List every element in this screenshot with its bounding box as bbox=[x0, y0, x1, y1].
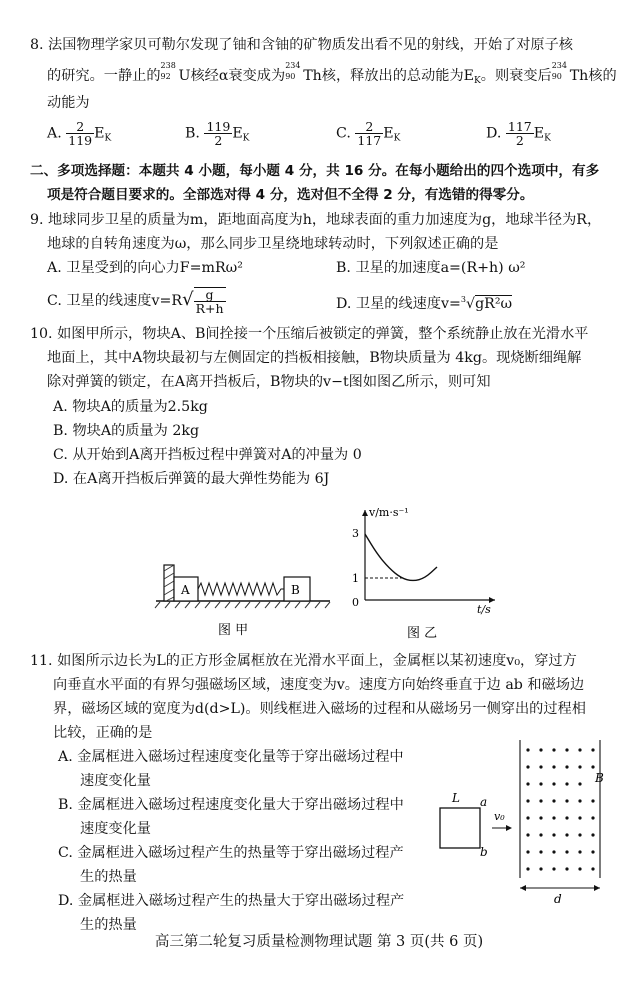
block-a-label: A bbox=[181, 583, 190, 597]
field-dot bbox=[539, 816, 542, 819]
field-dot bbox=[578, 867, 581, 870]
width-d-label: d bbox=[554, 892, 562, 906]
field-dot bbox=[539, 748, 542, 751]
q10-option-d: D. 在A离开挡板后弹簧的最大弹性势能为 6J bbox=[53, 471, 330, 487]
field-dot bbox=[591, 816, 594, 819]
q8-line2-c: Th核，释放出的总动能为E bbox=[303, 68, 475, 84]
field-dot bbox=[565, 799, 568, 802]
section2-heading-line1: 二、多项选择题：本题共 4 小题，每小题 4 分，共 16 分。在每小题给出的四个选项中，有多 bbox=[30, 163, 600, 179]
q8-line1: 8. 法国物理学家贝可勒尔发现了铀和含铀的矿物质发出看不见的射线，开始了对原子核 bbox=[30, 37, 573, 53]
q10-option-a: A. 物块A的质量为2.5kg bbox=[53, 399, 208, 415]
field-dot bbox=[539, 850, 542, 853]
field-dot bbox=[565, 782, 568, 785]
field-dot bbox=[552, 782, 555, 785]
field-dot bbox=[565, 867, 568, 870]
q9-option-b: B. 卫星的加速度a=(R+h) ω² bbox=[336, 260, 526, 276]
field-dot bbox=[578, 765, 581, 768]
q11-option-b-line1: B. 金属框进入磁场过程速度变化量大于穿出磁场过程中 bbox=[58, 797, 404, 813]
q9-line2: 地球的自转角速度为ω，那么同步卫星绕地球转动时，下列叙述正确的是 bbox=[47, 236, 499, 252]
q8-option-c: C. $\frac{2}{117}$ $E_K$ bbox=[336, 119, 401, 148]
metal-frame bbox=[440, 808, 480, 848]
q9-option-a: A. 卫星受到的向心力F=mRω² bbox=[47, 260, 243, 276]
q11-option-b-line2: 速度变化量 bbox=[80, 821, 151, 837]
q8-option-a: A. $\frac{2}{119}$ $E_K$ bbox=[47, 119, 112, 148]
q11-option-a-line2: 速度变化量 bbox=[80, 773, 151, 789]
q8-line2-a: 的研究。一静止的 bbox=[47, 68, 161, 84]
field-dot bbox=[526, 833, 529, 836]
field-dot bbox=[578, 782, 581, 785]
field-dot bbox=[578, 833, 581, 836]
block-b-label: B bbox=[291, 583, 300, 597]
q11-option-d-line1: D. 金属框进入磁场过程产生的热量大于穿出磁场过程产 bbox=[58, 893, 405, 909]
field-dot bbox=[526, 782, 529, 785]
field-dot bbox=[539, 782, 542, 785]
field-dot bbox=[578, 748, 581, 751]
field-b-label: B bbox=[595, 771, 604, 785]
field-dot bbox=[552, 833, 555, 836]
q11-option-a-line1: A. 金属框进入磁场过程速度变化量等于穿出磁场过程中 bbox=[58, 749, 404, 765]
q11-line1: 11. 如图所示边长为L的正方形金属框放在光滑水平面上，金属框以某初速度v₀，穿过方 bbox=[30, 653, 577, 669]
field-dot bbox=[526, 850, 529, 853]
q9-option-d: D. 卫星的线速度v=$^3$√gR²ω bbox=[336, 295, 513, 312]
edge-a-label: a bbox=[480, 795, 488, 809]
field-dot bbox=[578, 850, 581, 853]
q8-option-b: B. $\frac{119}{2}$ $E_K$ bbox=[185, 119, 250, 148]
field-dot bbox=[526, 765, 529, 768]
frame-side-l-label: L bbox=[452, 791, 460, 805]
field-dot bbox=[591, 748, 594, 751]
field-dot bbox=[552, 867, 555, 870]
q10-option-b: B. 物块A的质量为 2kg bbox=[53, 423, 200, 439]
t-axis-label: t/s bbox=[477, 603, 491, 616]
q10-line3: 除对弹簧的锁定，在A离开挡板后，B物块的v−t图如图乙所示，则可知 bbox=[47, 374, 491, 390]
field-dot bbox=[565, 816, 568, 819]
v-tick-0: 0 bbox=[352, 596, 359, 609]
field-dot bbox=[526, 867, 529, 870]
v-tick-1: 1 bbox=[352, 572, 359, 585]
field-dot bbox=[565, 748, 568, 751]
u238-isotope: 238 92 bbox=[160, 61, 176, 81]
field-dot bbox=[565, 765, 568, 768]
field-dot bbox=[578, 799, 581, 802]
field-dot bbox=[565, 833, 568, 836]
q8-line2: 的研究。一静止的 238 92 U核经α衰变成为 234 90 Th核，释放出的总动能为$E_K$。则衰变后 234 90 Th核的 bbox=[47, 61, 617, 86]
field-dot bbox=[565, 850, 568, 853]
magnetic-field-figure bbox=[430, 738, 610, 918]
th234-isotope-2: 234 90 bbox=[551, 61, 567, 81]
field-dot bbox=[591, 799, 594, 802]
field-dot bbox=[552, 799, 555, 802]
q11-line3: 界，磁场区域的宽度为d(d>L)。则线框进入磁场的过程和从磁场另一侧穿出的过程相 bbox=[53, 701, 586, 717]
q9-option-c: C. 卫星的线速度v=R√ $\frac{g}{R+h}$ bbox=[47, 287, 224, 316]
q8-line2-e: Th核的 bbox=[569, 68, 617, 84]
field-dot bbox=[591, 765, 594, 768]
q8-line3: 动能为 bbox=[47, 95, 90, 111]
v-tick-3: 3 bbox=[352, 527, 359, 540]
q10-option-c: C. 从开始到A离开挡板过程中弹簧对A的冲量为 0 bbox=[53, 447, 362, 463]
field-dot bbox=[539, 799, 542, 802]
field-dot bbox=[591, 833, 594, 836]
figure-jia bbox=[150, 555, 340, 645]
figure-yi-vt-graph bbox=[345, 500, 505, 645]
field-dot bbox=[539, 833, 542, 836]
field-dot bbox=[539, 765, 542, 768]
field-dot bbox=[526, 816, 529, 819]
v-axis-label: v/m·s⁻¹ bbox=[369, 506, 409, 519]
magnetic-field-dots bbox=[526, 748, 594, 870]
field-dot bbox=[591, 867, 594, 870]
page-footer: 高三第二轮复习质量检测物理试题 第 3 页(共 6 页) bbox=[154, 934, 484, 950]
field-dot bbox=[578, 816, 581, 819]
field-dot bbox=[526, 748, 529, 751]
q9-line1: 9. 地球同步卫星的质量为m，距地面高度为h，地球表面的重力加速度为g，地球半径为R， bbox=[30, 212, 602, 228]
vt-curve bbox=[365, 534, 437, 580]
q11-option-c-line1: C. 金属框进入磁场过程产生的热量等于穿出磁场过程产 bbox=[58, 845, 404, 861]
field-dot bbox=[539, 867, 542, 870]
v0-label: v₀ bbox=[494, 810, 505, 823]
field-dot bbox=[552, 765, 555, 768]
q11-option-c-line2: 生的热量 bbox=[80, 869, 137, 885]
figure-yi-caption: 图 乙 bbox=[407, 626, 438, 641]
edge-b-label: b bbox=[480, 845, 488, 859]
compressed-spring bbox=[198, 583, 284, 595]
section2-heading-line2: 项是符合题目要求的。全部选对得 4 分，选对但不全得 2 分，有选错的得零分。 bbox=[47, 187, 534, 203]
th234-isotope: 234 90 bbox=[285, 61, 301, 81]
field-dot bbox=[552, 816, 555, 819]
field-dot bbox=[552, 748, 555, 751]
q8-line2-b: U核经α衰变成为 bbox=[178, 68, 286, 84]
q8-line2-d: 。则衰变后 bbox=[480, 68, 552, 84]
field-dot bbox=[526, 799, 529, 802]
figure-jia-caption: 图 甲 bbox=[218, 623, 249, 638]
q10-line1: 10. 如图甲所示，物块A、B间拴接一个压缩后被锁定的弹簧，整个系统静止放在光滑水平 bbox=[30, 326, 589, 342]
field-dot bbox=[591, 850, 594, 853]
q8-option-d: D. $\frac{117}{2}$ $E_K$ bbox=[486, 119, 551, 148]
q10-line2: 地面上，其中A物块最初与左侧固定的挡板相接触，B物块质量为 4kg。现烧断细绳解 bbox=[47, 350, 582, 366]
field-dot bbox=[552, 850, 555, 853]
q11-line2: 向垂直水平面的有界匀强磁场区域，速度变为v。速度方向始终垂直于边 ab 和磁场边 bbox=[53, 677, 585, 693]
q11-option-d-line2: 生的热量 bbox=[80, 917, 137, 933]
q11-line4: 比较，正确的是 bbox=[53, 725, 153, 741]
